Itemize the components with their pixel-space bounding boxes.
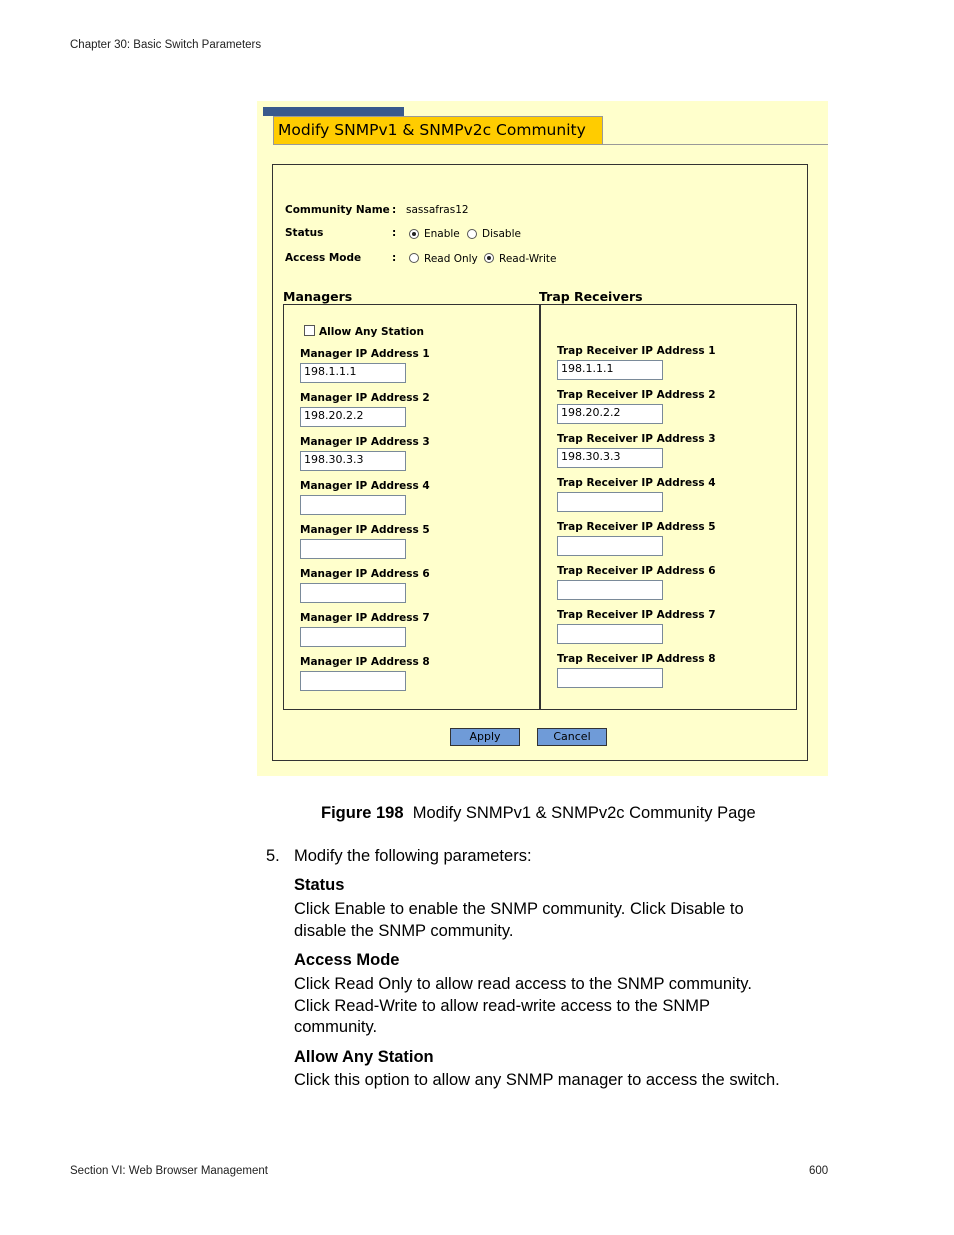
panel-title-rule: [603, 144, 828, 145]
param-line: community.: [294, 1018, 378, 1036]
manager-ip-input[interactable]: 198.30.3.3: [300, 451, 406, 471]
manager-ip-label: Manager IP Address 1: [300, 348, 430, 360]
figure-number: Figure 198: [321, 804, 404, 822]
access-mode-label: Access Mode: [285, 252, 362, 264]
param-heading: Status: [294, 876, 345, 894]
manager-ip-input[interactable]: [300, 583, 406, 603]
param-line: Click Enable to enable the SNMP community. Click Disable to: [294, 900, 744, 918]
step-number: 5.: [266, 847, 280, 865]
trap-receiver-ip-input[interactable]: 198.20.2.2: [557, 404, 663, 424]
trap-receivers-heading: Trap Receivers: [539, 289, 643, 304]
step-text: Modify the following parameters:: [294, 847, 532, 865]
access-readwrite-radio[interactable]: [484, 253, 494, 263]
param-heading: Allow Any Station: [294, 1048, 434, 1066]
access-readonly-radio[interactable]: [409, 253, 419, 263]
trap-receiver-ip-label: Trap Receiver IP Address 6: [557, 565, 716, 577]
trap-receiver-ip-input[interactable]: [557, 668, 663, 688]
cancel-button[interactable]: Cancel: [537, 728, 607, 746]
panel-title: Modify SNMPv1 & SNMPv2c Community: [273, 116, 603, 145]
status-disable-label: Disable: [482, 228, 521, 240]
trap-receiver-ip-input[interactable]: [557, 580, 663, 600]
param-line: disable the SNMP community.: [294, 922, 514, 940]
param-line: Click Read Only to allow read access to the SNMP community.: [294, 975, 752, 993]
status-sep: :: [392, 227, 397, 239]
manager-ip-input[interactable]: [300, 539, 406, 559]
managers-heading: Managers: [283, 289, 353, 304]
manager-ip-input[interactable]: 198.20.2.2: [300, 407, 406, 427]
manager-ip-label: Manager IP Address 3: [300, 436, 430, 448]
community-name-label: Community Name: [285, 204, 390, 216]
footer-section: Section VI: Web Browser Management: [70, 1165, 268, 1177]
access-readonly-label: Read Only: [424, 253, 478, 265]
status-label: Status: [285, 227, 324, 239]
status-disable-radio[interactable]: [467, 229, 477, 239]
figure-caption: [321, 804, 756, 823]
manager-ip-input[interactable]: 198.1.1.1: [300, 363, 406, 383]
trap-receiver-ip-label: Trap Receiver IP Address 5: [557, 521, 716, 533]
param-heading: Access Mode: [294, 951, 400, 969]
manager-ip-label: Manager IP Address 8: [300, 656, 430, 668]
trap-receiver-ip-label: Trap Receiver IP Address 2: [557, 389, 716, 401]
trap-receiver-ip-label: Trap Receiver IP Address 3: [557, 433, 716, 445]
manager-ip-input[interactable]: [300, 495, 406, 515]
apply-button[interactable]: Apply: [450, 728, 520, 746]
manager-ip-label: Manager IP Address 7: [300, 612, 430, 624]
groups-divider: [539, 304, 541, 710]
manager-ip-label: Manager IP Address 5: [300, 524, 430, 536]
figure-title: Modify SNMPv1 & SNMPv2c Community Page: [412, 804, 756, 822]
status-enable-label: Enable: [424, 228, 460, 240]
manager-ip-input[interactable]: [300, 627, 406, 647]
allow-any-station-checkbox[interactable]: [304, 325, 315, 336]
status-enable-radio[interactable]: [409, 229, 419, 239]
trap-receiver-ip-input[interactable]: 198.1.1.1: [557, 360, 663, 380]
trap-receiver-ip-label: Trap Receiver IP Address 7: [557, 609, 716, 621]
allow-any-station-label: Allow Any Station: [319, 326, 424, 338]
trap-receiver-ip-input[interactable]: [557, 492, 663, 512]
access-readwrite-label: Read-Write: [499, 253, 557, 265]
page-number: 600: [809, 1165, 829, 1177]
manager-ip-input[interactable]: [300, 671, 406, 691]
community-name-value[interactable]: sassafras12: [406, 204, 469, 216]
trap-receiver-ip-input[interactable]: [557, 536, 663, 556]
trap-receiver-ip-label: Trap Receiver IP Address 1: [557, 345, 716, 357]
param-line: Click this option to allow any SNMP manager to access the switch.: [294, 1071, 780, 1089]
trap-receiver-ip-label: Trap Receiver IP Address 4: [557, 477, 716, 489]
trap-receiver-ip-input[interactable]: [557, 624, 663, 644]
panel-tab-strip: [263, 107, 404, 116]
manager-ip-label: Manager IP Address 2: [300, 392, 430, 404]
trap-receiver-ip-input[interactable]: 198.30.3.3: [557, 448, 663, 468]
param-line: Click Read-Write to allow read-write access to the SNMP: [294, 997, 710, 1015]
trap-receiver-ip-label: Trap Receiver IP Address 8: [557, 653, 716, 665]
manager-ip-label: Manager IP Address 6: [300, 568, 430, 580]
community-name-sep: :: [392, 204, 397, 216]
manager-ip-label: Manager IP Address 4: [300, 480, 430, 492]
access-mode-sep: :: [392, 252, 397, 264]
chapter-header: Chapter 30: Basic Switch Parameters: [70, 39, 262, 51]
